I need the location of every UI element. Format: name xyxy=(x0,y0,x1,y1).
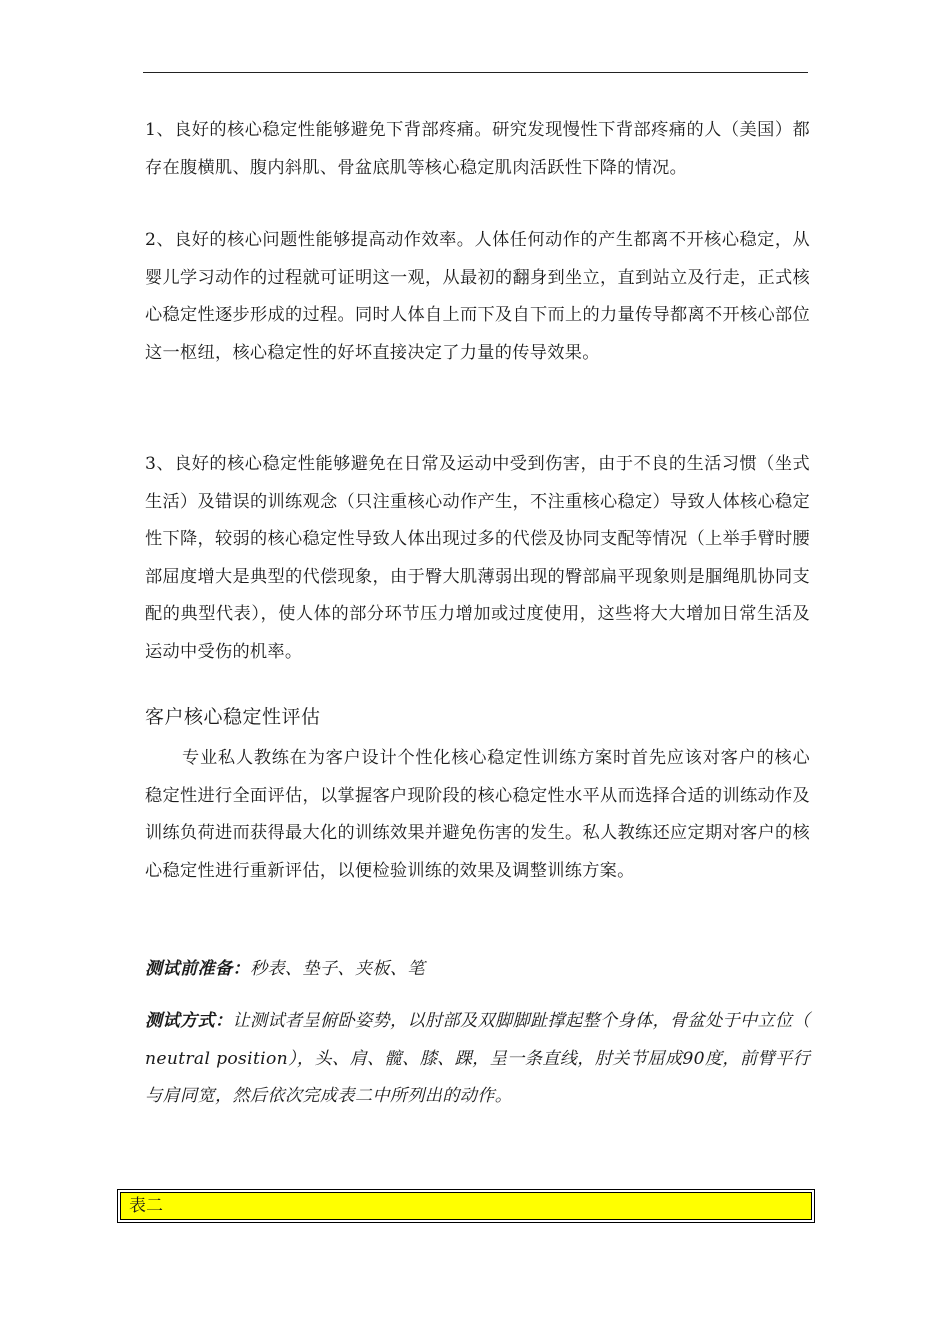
table-caption: 表二 xyxy=(129,1196,163,1216)
test-method-label: 测试方式： xyxy=(145,1011,233,1031)
paragraph-benefit-3: 3、良好的核心稳定性能够避免在日常及运动中受到伤害，由于不良的生活习惯（坐式生活）及错误的训练观念（只注重核心动作产生，不注重核心稳定）导致人体核心稳定性下降，较弱的核心稳定性导致人体出现过多的代偿及协同支配等情况（上举手臂时腰部屈度增大是典型的代偿现象，由于臀大肌薄弱出现的臀部扁平现象则是腘绳肌协同支配的典型代表），使人体的部分环节压力增加或过度使用，这些将大大增加日常生活及运动中受伤的机率。 xyxy=(145,454,810,662)
test-method-text: 让测试者呈俯卧姿势，以肘部及双脚脚趾撑起整个身体，骨盆处于中立位（ neutral position），头、肩、髋、膝、踝，呈一条直线，肘关节屈成90度，前臂平行与肩同宽，然后依次完成表二中所列出的动作。 xyxy=(145,1011,810,1106)
test-preparation-text: 秒表、垫子、夹板、笔 xyxy=(249,959,425,979)
test-preparation-label: 测试前准备： xyxy=(145,959,250,979)
table-caption-box xyxy=(120,1192,812,1220)
section-heading: 客户核心稳定性评估 xyxy=(145,706,321,728)
header-rule xyxy=(143,72,808,73)
paragraph-benefit-2: 2、良好的核心问题性能够提高动作效率。人体任何动作的产生都离不开核心稳定，从婴儿学习动作的过程就可证明这一观，从最初的翻身到坐立，直到站立及行走，正式核心稳定性逐步形成的过程。同时人体自上而下及自下而上的力量传导都离不开核心部位这一枢纽，核心稳定性的好坏直接决定了力量的传导效果。 xyxy=(145,230,810,363)
paragraph-benefit-1: 1、良好的核心稳定性能够避免下背部疼痛。研究发现慢性下背部疼痛的人（美国）都存在腹横肌、腹内斜肌、骨盆底肌等核心稳定肌肉活跃性下降的情况。 xyxy=(145,120,810,178)
test-preparation xyxy=(145,951,810,989)
section-body: 专业私人教练在为客户设计个性化核心稳定性训练方案时首先应该对客户的核心稳定性进行全面评估，以掌握客户现阶段的核心稳定性水平从而选择合适的训练动作及训练负荷进而获得最大化的训练效果并避免伤害的发生。私人教练还应定期对客户的核心稳定性进行重新评估，以便检验训练的效果及调整训练方案。 xyxy=(145,748,810,881)
test-method xyxy=(145,1003,810,1116)
